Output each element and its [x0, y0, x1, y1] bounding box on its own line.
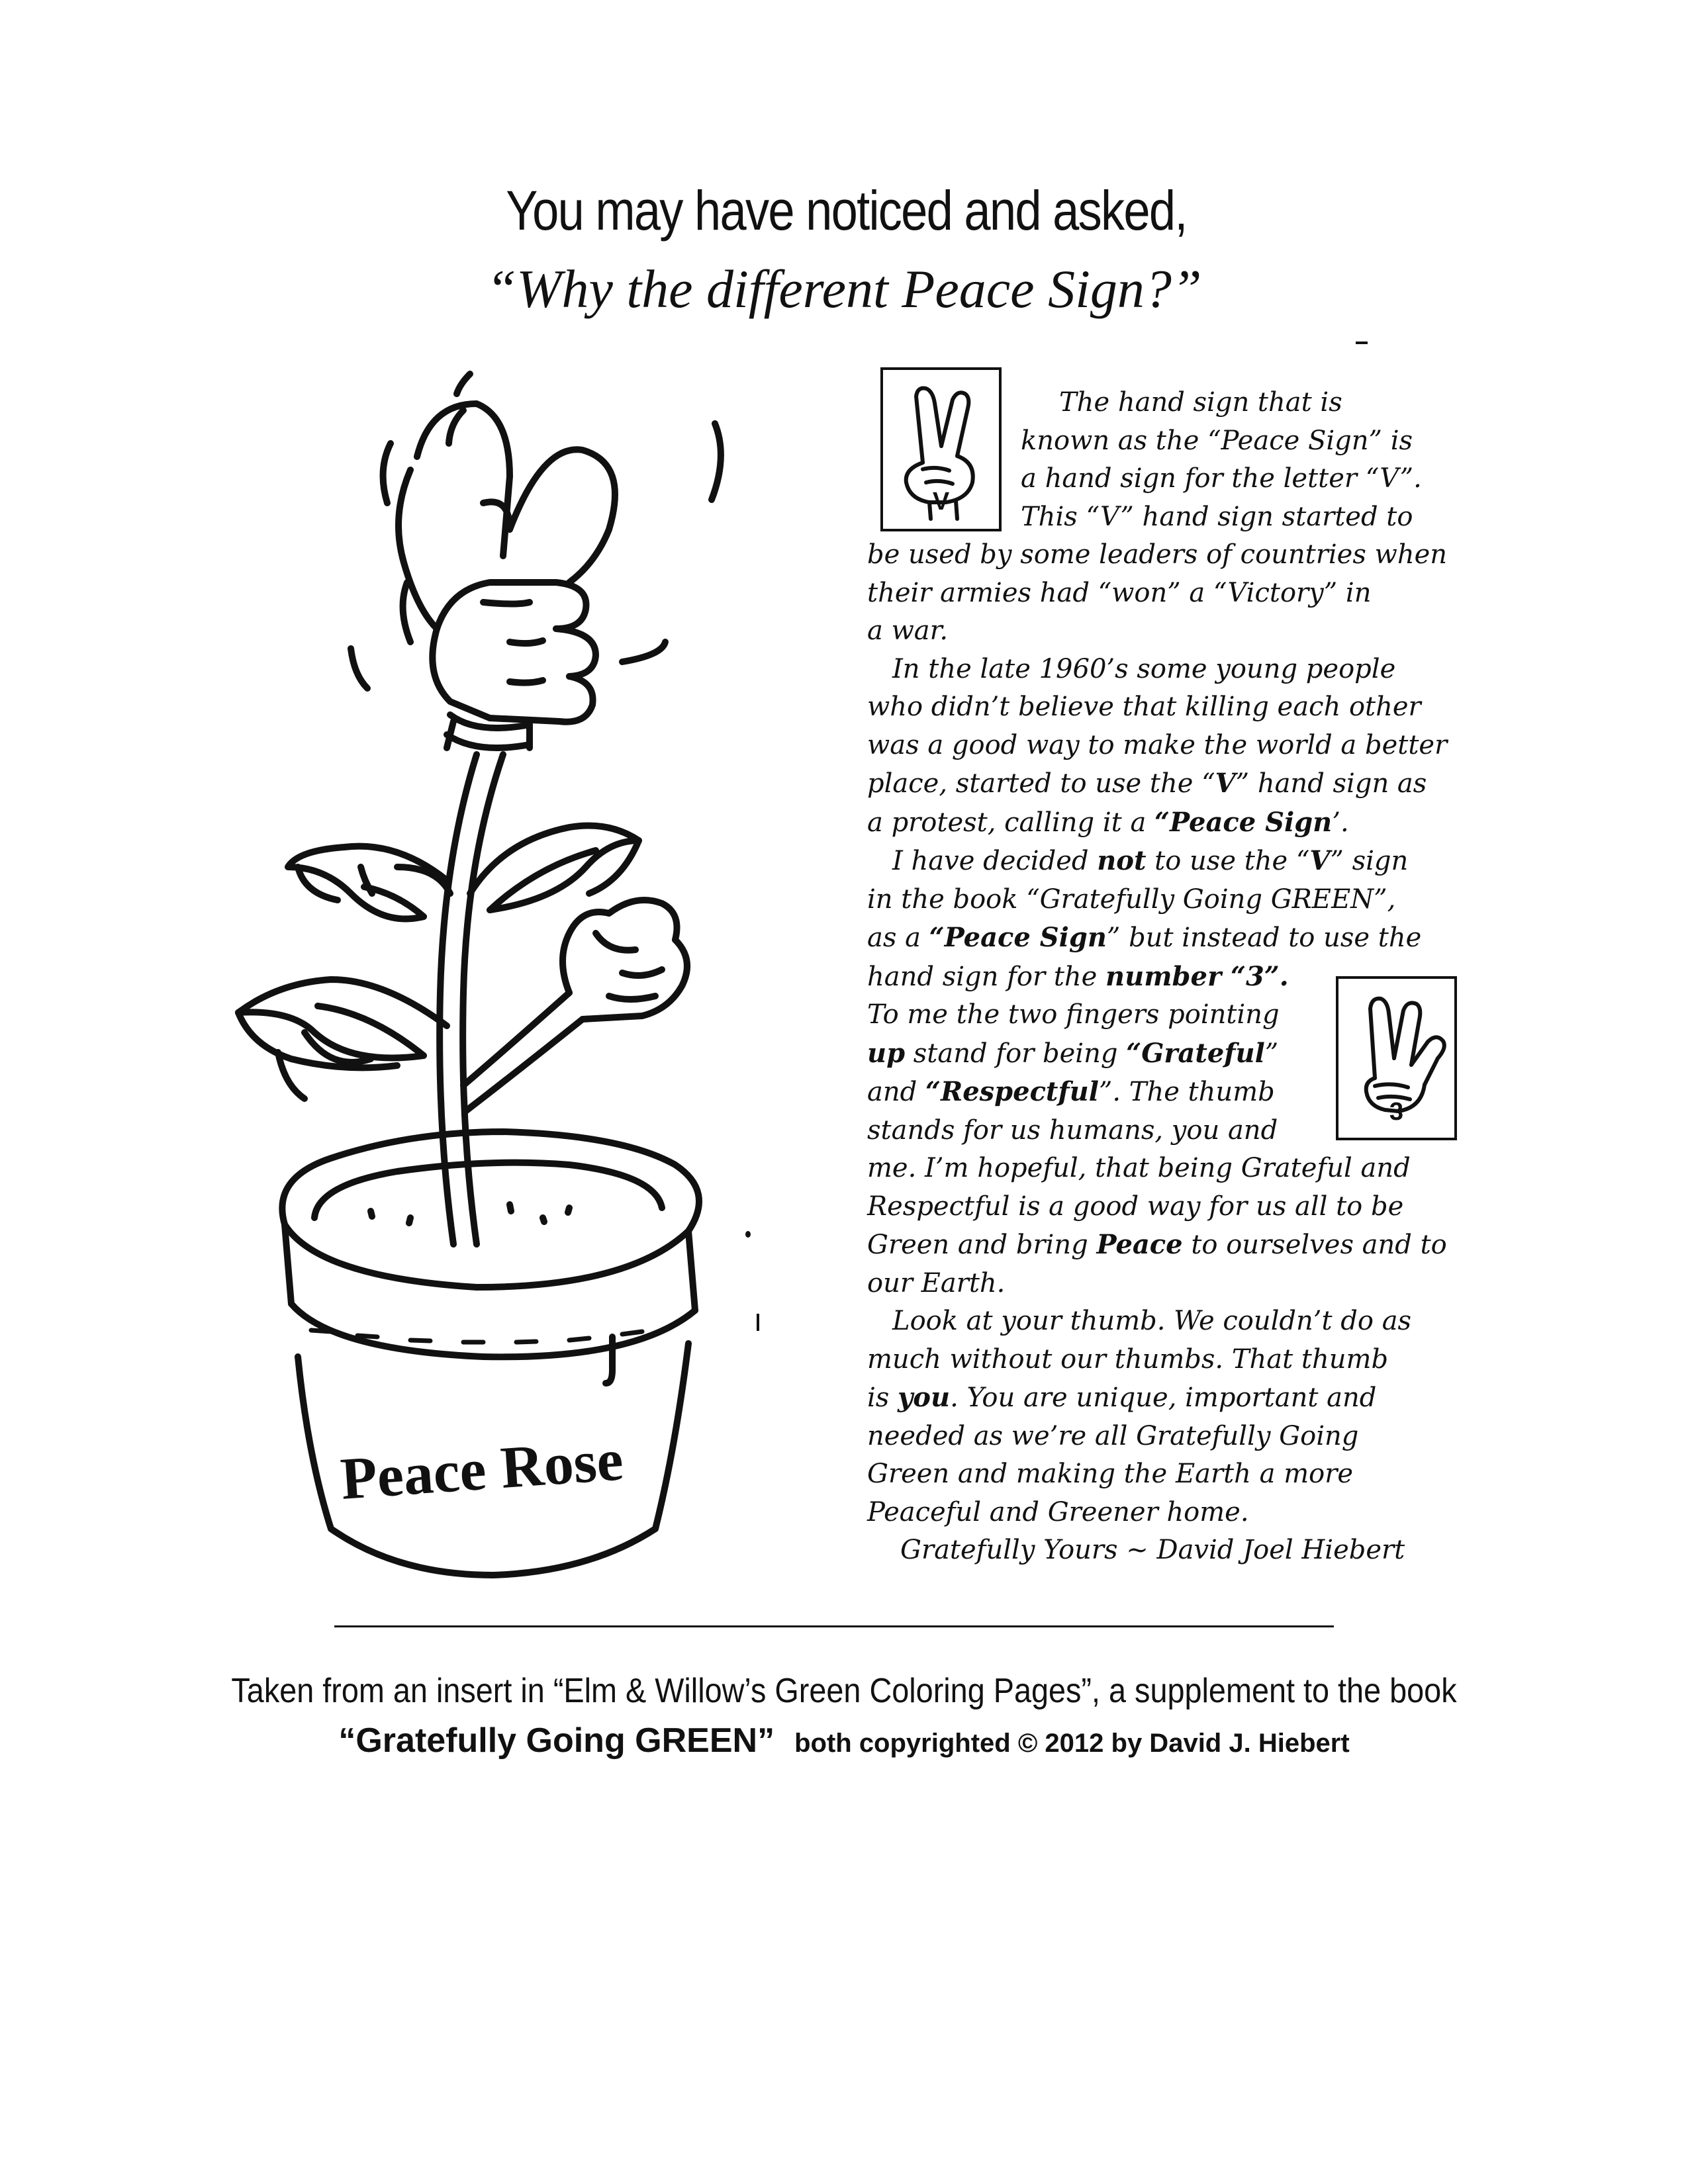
peace-rose-illustration: [199, 364, 781, 1608]
footer-book-title: “Gratefully Going GREEN”: [338, 1721, 775, 1760]
footer-copyright-line: [0, 1721, 1688, 1760]
footer-copyright: both copyrighted © 2012 by David J. Hiebert: [794, 1729, 1350, 1758]
text-line: was a good way to make the world a better: [867, 729, 1448, 760]
text-line: hand sign for the number “3”.: [867, 960, 1289, 992]
stray-dash: [1356, 341, 1368, 344]
text-line: I have decided not to use the “V” sign: [892, 845, 1409, 876]
text-line: This “V” hand sign started to: [1021, 501, 1413, 532]
text-line: Peaceful and Greener home.: [867, 1496, 1249, 1527]
article-text: [867, 384, 1463, 1570]
text-line: needed as we’re all Gratefully Going: [867, 1420, 1359, 1451]
text-line: a protest, calling it a “Peace Sign’.: [867, 806, 1349, 838]
text-line: is you. You are unique, important and: [867, 1382, 1377, 1413]
text-line: The hand sign that is: [1059, 387, 1342, 418]
text-line: known as the “Peace Sign” is: [1021, 425, 1413, 456]
text-line: Respectful is a good way for us all to be: [867, 1191, 1404, 1222]
signature: Gratefully Yours ~ David Joel Hiebert: [900, 1535, 1405, 1565]
text-line: a hand sign for the letter “V”.: [1021, 463, 1422, 494]
text-line: me. I’m hopeful, that being Grateful and: [867, 1153, 1411, 1183]
v-sign-letter: V: [932, 488, 950, 516]
text-line: Green and making the Earth a more: [867, 1459, 1354, 1489]
divider-rule: [334, 1625, 1334, 1627]
text-line: much without our thumbs. That thumb: [867, 1343, 1389, 1375]
text-line: as a “Peace Sign” but instead to use the: [867, 922, 1422, 953]
page-subtitle: “Why the different Peace Sign?”: [486, 259, 1202, 319]
text-line: in the book “Gratefully Going GREEN”,: [867, 884, 1396, 915]
text-line: our Earth.: [867, 1267, 1006, 1298]
text-line: who didn’t believe that killing each other: [867, 692, 1421, 722]
three-sign-number: 3: [1389, 1098, 1404, 1126]
text-line: be used by some leaders of countries when: [867, 539, 1448, 570]
text-line: In the late 1960’s some young people: [892, 653, 1396, 684]
text-line: and “Respectful”. The thumb: [867, 1076, 1275, 1107]
text-line: stands for us humans, you and: [867, 1115, 1278, 1146]
page-title: You may have noticed and asked,: [506, 179, 1187, 242]
text-line: place, started to use the “V” hand sign as: [867, 768, 1427, 799]
footer-source: Taken from an insert in “Elm & Willow’s Green Coloring Pages”, a supplement to the book: [231, 1672, 1457, 1710]
text-line: To me the two fingers pointing: [867, 999, 1280, 1030]
pot-label: Peace Rose: [338, 1427, 626, 1512]
text-line: a war.: [867, 615, 949, 646]
text-line: up stand for being “Grateful”: [867, 1037, 1279, 1069]
text-line: Green and bring Peace to ourselves and to: [867, 1229, 1447, 1260]
text-line: their armies had “won” a “Victory” in: [867, 577, 1372, 608]
peace-rose-hand-flower-icon: [199, 364, 781, 1608]
text-line: Look at your thumb. We couldn’t do as: [892, 1306, 1412, 1336]
